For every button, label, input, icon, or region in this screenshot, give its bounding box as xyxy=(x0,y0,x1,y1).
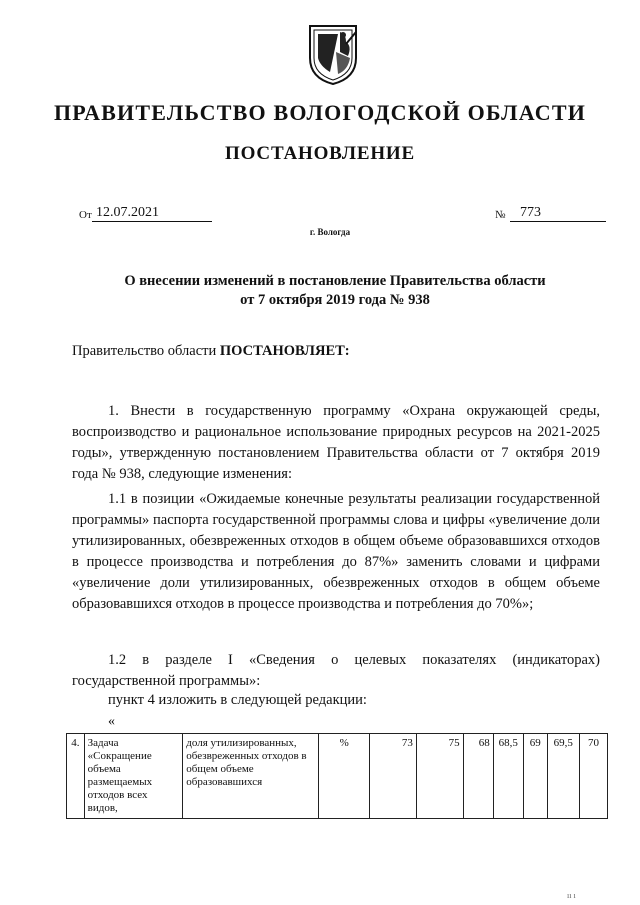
document-subject xyxy=(90,272,580,310)
paragraph-1-2 xyxy=(72,650,600,692)
paragraph-1-2-text: 1.2 в разделе I «Сведения о целевых показателях (индикаторах) государственной программы»: xyxy=(72,652,600,689)
row-unit: % xyxy=(319,734,370,819)
city-label: г. Вологда xyxy=(309,227,351,237)
paragraph-1-1 xyxy=(72,489,600,615)
government-title: ПРАВИТЕЛЬСТВО ВОЛОГОДСКОЙ ОБЛАСТИ xyxy=(53,100,587,125)
quote-open: « xyxy=(108,714,115,729)
footer-mark: ıı ı xyxy=(567,891,576,900)
preamble xyxy=(72,343,350,360)
row-value-4: 68,5 xyxy=(493,734,523,819)
subject-line-2: от 7 октября 2019 года № 938 xyxy=(240,292,430,308)
item-4-instruction: пункт 4 изложить в следующей редакции: xyxy=(108,692,367,708)
row-task: Задача «Сокращение объема размещаемых отходов всех видов, xyxy=(84,734,183,819)
row-value-5: 69 xyxy=(523,734,547,819)
number-value: 773 xyxy=(510,204,606,222)
number-label: № xyxy=(495,209,506,221)
row-number: 4. xyxy=(67,734,85,819)
preamble-text: Правительство области xyxy=(72,343,220,359)
paragraph-1-text: 1. Внести в государственную программу «Охрана окружающей среды, воспроизводство и рациональное использование природных ресурсов на 2021-2025 годы», утвержденную постановлением Правительства области от 7 октября 2019 года № 938, следующие изменения: xyxy=(72,403,600,482)
date-label: От xyxy=(79,209,92,221)
row-value-1: 73 xyxy=(370,734,417,819)
subject-line-1: О внесении изменений в постановление Правительства области xyxy=(124,273,546,289)
paragraph-1-1-text: 1.1 в позиции «Ожидаемые конечные результаты реализации государственной программы» паспорта государственной программы слова и цифры «увеличение доли утилизированных, обезвреженных отходов в общем объеме образовавшихся отходов в процессе производства и потребления до 87%» заменить словами и цифрами «увеличение доли утилизированных, обезвреженных отходов в общем объеме образовавшихся отходов в процессе производства и потребления до 70%»; xyxy=(72,491,600,612)
paragraph-1 xyxy=(72,401,600,485)
coat-of-arms-icon xyxy=(300,22,366,86)
row-indicator: доля утилизированных, обезвреженных отходов в общем объеме образовавшихся xyxy=(183,734,319,819)
document-type-title: ПОСТАНОВЛЕНИЕ xyxy=(225,143,415,164)
table-row xyxy=(67,734,608,819)
row-value-7: 70 xyxy=(579,734,607,819)
row-value-6: 69,5 xyxy=(547,734,579,819)
date-value: 12.07.2021 xyxy=(92,204,212,222)
row-value-2: 75 xyxy=(416,734,463,819)
row-value-3: 68 xyxy=(463,734,493,819)
preamble-bold: ПОСТАНОВЛЯЕТ: xyxy=(219,343,350,359)
indicators-table xyxy=(66,733,608,819)
